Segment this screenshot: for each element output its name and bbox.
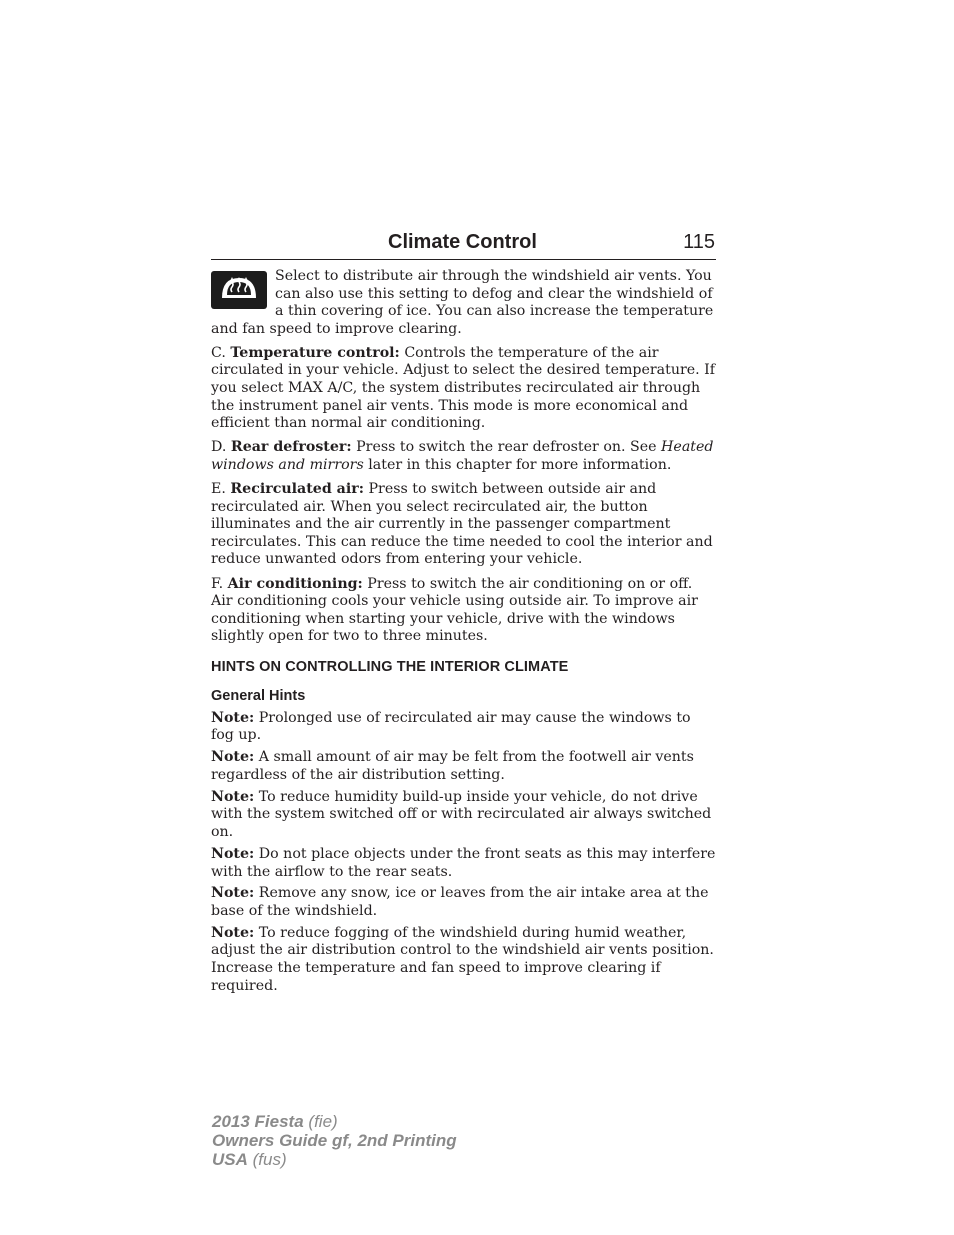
note-text: Remove any snow, ice or leaves from the air intake area at the base of the windshield.	[211, 885, 709, 919]
item-letter: F.	[211, 575, 224, 592]
section-heading: HINTS ON CONTROLLING THE INTERIOR CLIMATE	[211, 658, 569, 675]
footer-line-model	[212, 1112, 457, 1131]
note-text: A small amount of air may be felt from the footwell air vents regardless of the air distribution setting.	[211, 749, 694, 783]
page-content	[211, 268, 716, 1000]
page-title: Climate Control	[388, 231, 537, 253]
item-text: Press to switch the air conditioning on or off. Air conditioning cools your vehicle using outside air. To improve air conditioning when starting your vehicle, drive with the windows slightly open for two to three minutes.	[211, 575, 698, 645]
item-label: Air conditioning:	[227, 575, 363, 592]
footer-market: USA	[212, 1150, 248, 1169]
note-item	[211, 846, 716, 881]
item-recirculated-air	[211, 481, 716, 569]
note-label: Note:	[211, 924, 255, 941]
note-text: Prolonged use of recirculated air may cause the windows to fog up.	[211, 709, 691, 744]
windshield-defrost-icon	[211, 271, 267, 309]
windshield-defrost-paragraph	[211, 268, 716, 338]
item-text: Press to switch between outside air and recirculated air. When you select recirculated air, the button illuminates and the air currently in the passenger compartment recirculates. This can reduce the time needed to cool the interior and reduce unwanted odors from entering your vehicle.	[211, 481, 713, 568]
item-rear-defroster	[211, 439, 716, 474]
item-letter: E.	[211, 481, 226, 498]
page-header	[211, 229, 716, 260]
note-text: Do not place objects under the front seats as this may interfere with the airflow to the rear seats.	[211, 845, 716, 880]
note-label: Note:	[211, 845, 255, 862]
item-text: Controls the temperature of the air circulated in your vehicle. Adjust to select the desired temperature. If you select MAX A/C, the system distributes recirculated air through the instrument panel air vents. This mode is more economical and efficient than normal air conditioning.	[211, 344, 716, 432]
page-footer	[212, 1112, 457, 1169]
cross-reference-link: Heated windows and mirrors	[211, 439, 714, 473]
note-item	[211, 789, 716, 842]
item-letter: C.	[211, 344, 226, 361]
note-label: Note:	[211, 749, 255, 766]
item-label: Temperature control:	[230, 344, 400, 361]
notes-list	[211, 710, 716, 995]
footer-model: 2013 Fiesta	[212, 1112, 304, 1131]
intro-text: Select to distribute air through the windshield air vents. You can also use this setting to defog and clear the windshield of a thin covering of ice. You can also increase the temperature and fan speed to improve clearing.	[211, 268, 714, 337]
note-item	[211, 885, 716, 920]
footer-line-guide	[212, 1131, 457, 1150]
note-text: To reduce fogging of the windshield during humid weather, adjust the air distribution control to the windshield air vents position. Increase the temperature and fan speed to improve clearing if required.	[211, 924, 714, 994]
footer-guide: Owners Guide gf, 2nd Printing	[212, 1131, 457, 1150]
note-item	[211, 925, 716, 995]
item-text: Press to switch the rear defroster on. See	[351, 439, 662, 456]
item-letter: D.	[211, 439, 227, 456]
item-air-conditioning	[211, 576, 716, 646]
item-text-after: later in this chapter for more information.	[363, 456, 672, 473]
note-text: To reduce humidity build-up inside your vehicle, do not drive with the system switched off or with recirculated air always switched on.	[211, 788, 712, 841]
footer-market-code: (fus)	[247, 1150, 287, 1169]
footer-line-market	[212, 1150, 457, 1169]
page-number: 115	[683, 231, 715, 253]
note-label: Note:	[211, 709, 255, 726]
note-label: Note:	[211, 885, 255, 902]
item-temperature-control	[211, 345, 716, 433]
note-label: Note:	[211, 788, 255, 805]
item-label: Rear defroster:	[230, 439, 352, 456]
note-item	[211, 710, 716, 745]
footer-model-code: (fie)	[303, 1112, 338, 1131]
item-label: Recirculated air:	[230, 481, 364, 498]
note-item	[211, 749, 716, 784]
sub-heading: General Hints	[211, 687, 306, 704]
